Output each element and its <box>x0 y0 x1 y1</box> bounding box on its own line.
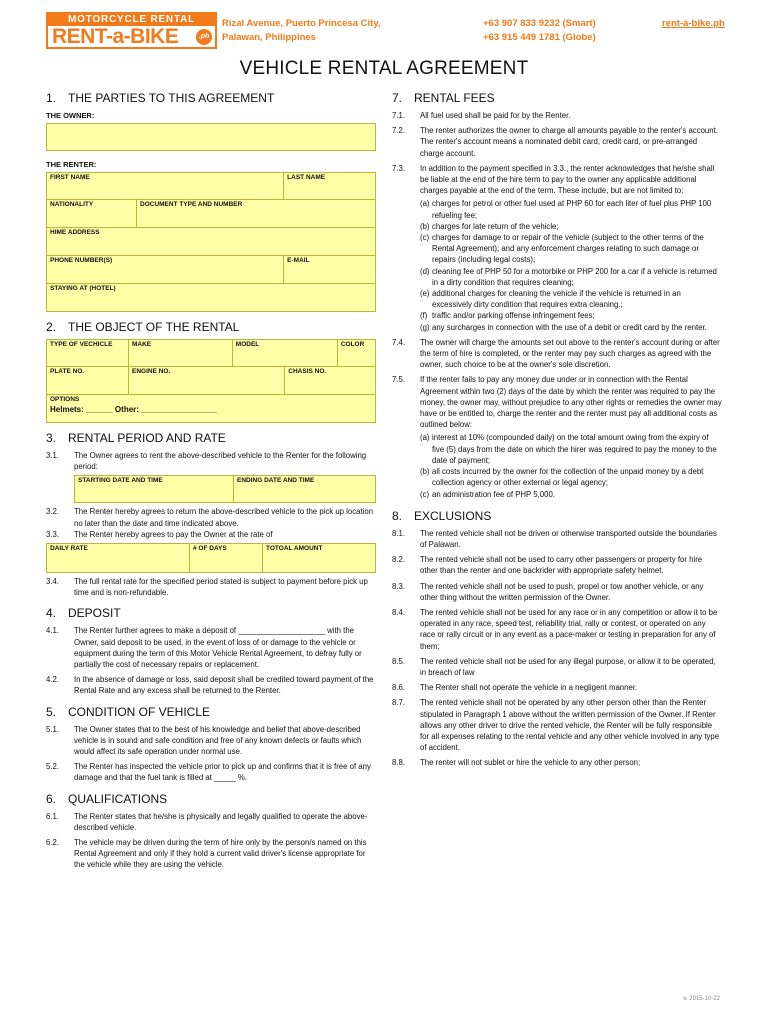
clause-7-5-subitems <box>392 432 722 499</box>
clause-8-2: 8.2. The rented vehicle shall not be used to carry other passengers or property for hire other than the renter and one backrider with appropriate safety helmet. <box>392 555 703 576</box>
left-column <box>46 90 376 871</box>
clause-3-4: 3.4. The full rental rate for the specified period stated is subject to payment before pick up time and is non-refundable. <box>46 577 368 598</box>
clause-7-1: 7.1. All fuel used shall be paid for by the Renter. <box>392 111 571 120</box>
model-field[interactable]: MODEL <box>232 340 337 367</box>
renter-details-grid <box>46 172 376 312</box>
list-item: (g) any surcharges in connection with the use of a debit or credit card by the renter. <box>420 322 707 332</box>
version-footer: v. 2015-10-22 <box>683 996 720 1002</box>
clause-8-1: 8.1. The rented vehicle shall not be driven or otherwise transported outside the boundaries of Palawan. <box>392 528 717 549</box>
section-heading-exclusions: 8. EXCLUSIONS <box>392 508 492 523</box>
clause-5-2: 5.2. The Renter has inspected the vehicle prior to pick up and confirms that it is free of any damage and that the fuel tank is filled at _____ %. <box>46 762 371 783</box>
section-heading-condition: 5. CONDITION OF VEHICLE <box>46 704 211 719</box>
email-field[interactable]: E-MAIL <box>284 256 376 284</box>
engine-number-field[interactable]: ENGINE NO. <box>129 367 285 395</box>
clause-3-3: 3.3. The Renter hereby agrees to pay the Owner at the rate of <box>46 529 273 539</box>
options-field[interactable]: OPTIONS Helmets: ______ Other: _________________ <box>47 395 376 423</box>
list-item: (a) interest at 10% (compounded daily) on the total amount owing from the expiry of five (5) days from the date on which the hirer was required to pay the money to the date of payment; <box>420 433 717 465</box>
staying-at-field[interactable]: STAYING AT (HOTEL) <box>47 284 376 312</box>
list-item: (b) all costs incurred by the owner for the collection of the unpaid money by a debt collection agency or other external or legal agency; <box>420 467 704 488</box>
owner-label: THE OWNER: <box>46 111 95 120</box>
rent-a-bike-logo <box>46 12 217 49</box>
clause-7-2: 7.2. The renter authorizes the owner to charge all amounts payable to the renter's account. The renter's account means a nominated debit card, credit card, or pre-arranged charge account. <box>392 126 718 158</box>
clause-8-5: 8.5. The rented vehicle shall not be used for any illegal purpose, or allow it to be operated, in breach of law <box>392 656 716 677</box>
clause-6-1: 6.1. The Renter states that he/she is physically and legally qualified to operate the above-described vehicle. <box>46 811 368 832</box>
logo-ph-badge: .ph <box>196 29 212 45</box>
nationality-field[interactable]: NATIONALITY <box>47 200 137 228</box>
clause-7-4: 7.4. The owner will charge the amounts set out above to the renter's account during or after the term of hire is completed, or the renter may pay such charges as agreed with the owner, such choice to be at the owner's sole discretion. <box>392 337 720 370</box>
clause-8-8: 8.8. The renter will not sublet or hire the vehicle to any other person; <box>392 758 641 768</box>
color-field[interactable]: COLOR <box>337 340 375 367</box>
total-amount-field[interactable]: TOTOAL AMOUNT <box>263 544 376 573</box>
clause-4-1: 4.1. The Renter further agrees to make a deposit of ____________________ with the Owner, said deposit to be used, in the event of loss of or damage to the vehicle or equipment during the term of this Motor Vehicle Rental Agreement, to defray fully or partially the cost of necessary repairs or replacement. <box>46 626 362 670</box>
section-heading-parties: 1. THE PARTIES TO THIS AGREEMENT <box>46 91 275 105</box>
clause-8-7: 8.7. The rented vehicle shall not be operated by any other person other than the Renter stipulated in Paragraph 1 above without the written permission of the Owner. If Renter allows any other driver to drive the rented vehicle, the Renter will be fully responsible for all expenses relating to the rental vehicle and any other vehicle involved in any type of accident. <box>392 698 720 753</box>
home-address-field[interactable]: HIME ADDRESS <box>47 228 376 256</box>
clause-7-5: 7.5. If the renter fails to pay any money due under or in connection with the Rental Agreement within two (2) days of the date by which the renter was required to pay the money, the owner may, without prejudice to any other rights or remedies the owner may have or be entitled to, charge the renter and the renter must pay all additional costs as outlined below: <box>392 375 722 430</box>
clause-3-1: 3.1. The Owner agrees to rent the above-described vehicle to the Renter for the following period: <box>46 451 367 472</box>
section-heading-object: 2. THE OBJECT OF THE RENTAL <box>46 320 240 334</box>
clause-3-2: 3.2. The Renter hereby agrees to return the above-described vehicle to the pick up location no later than the date and time indicated above. <box>46 507 374 528</box>
first-name-field[interactable]: FIRST NAME <box>47 173 284 200</box>
list-item: (e) additional charges for cleaning the vehicle if the vehicle is returned in an excessively dirty condition that requires extra cleaning.; <box>420 289 681 310</box>
logo-top-text: MOTORCYCLE RENTAL <box>48 14 215 26</box>
rental-period-grid <box>74 475 376 503</box>
clause-8-4: 8.4. The rented vehicle shall not be used for any race or in any competition or allow it to be operated in any race, speed test, reliability trial, rally or contest, or operated on any race or rally circuit or in any event as a pace-maker or testing in preparation for any of them; <box>392 607 718 651</box>
chasis-number-field[interactable]: CHASIS NO. <box>285 367 376 395</box>
renter-label: THE RENTER: <box>46 160 97 169</box>
header-address: Rizal Avenue, Puerto Princesa City, Palawan, Philippines <box>222 18 381 43</box>
section-heading-qualifications: 6. QUALIFICATIONS <box>46 791 168 806</box>
list-item: (a) charges for petrol or other fuel used at PHP 60 for each liter of fuel plus PHP 100 refueling fee; <box>420 199 712 220</box>
document-title: VEHICLE RENTAL AGREEMENT <box>239 58 529 79</box>
header-phones: +63 907 833 9232 (Smart) +63 915 449 1781 (Globe) <box>483 18 596 43</box>
clause-8-3: 8.3. The rented vehicle shall not be used to push, propel or tow another vehicle, or any other thing without the written permission of the Owner. <box>392 581 704 602</box>
list-item: (d) cleaning fee of PHP 50 for a motorbike or PHP 200 for a car if a vehicle is returned in a dirty condition that requires cleaning; <box>420 266 717 287</box>
list-item: (b) charges for late return of the vehicle; <box>420 221 559 231</box>
clause-8-6: 8.6. The Renter shall not operate the vehicle in a negligent manner. <box>392 683 638 693</box>
document-type-field[interactable]: DOCUMENT TYPE AND NUMBER <box>137 200 376 228</box>
plate-number-field[interactable]: PLATE NO. <box>47 367 129 395</box>
clause-7-3-subitems <box>392 198 722 332</box>
logo-main-text: RENT-a-BIKE <box>52 25 179 48</box>
daily-rate-field[interactable]: DAILY RATE <box>47 544 190 573</box>
ending-date-field[interactable]: ENDING DATE AND TIME <box>234 476 376 503</box>
section-heading-period: 3. RENTAL PERIOD AND RATE <box>46 431 226 445</box>
header-website-link[interactable]: rent-a-bike.ph <box>662 18 725 29</box>
list-item: (c) charges for damage to or repair of the vehicle (subject to the other terms of the Rental Agreement); and any enforcement charges relating to such damage or repairs (including legal costs); <box>420 233 704 265</box>
section-heading-fees: 7. RENTAL FEES <box>392 91 495 105</box>
right-column <box>392 90 722 769</box>
rate-grid <box>46 543 376 573</box>
phone-field[interactable]: PHONE NUMBER(S) <box>47 256 284 284</box>
clause-6-2: 6.2. The vehicle may be driven during the term of hire only by the person/s named on this Rental Agreement and only if they hold a current valid driver's license appropriate for the vehicle while they are using the vehicle. <box>46 838 367 870</box>
owner-field[interactable] <box>46 123 376 151</box>
starting-date-field[interactable]: STARTING DATE AND TIME <box>75 476 234 503</box>
make-field[interactable]: MAKE <box>129 340 233 367</box>
vehicle-details-grid <box>46 339 376 423</box>
list-item: (c) an administration fee of PHP 5,000. <box>420 489 555 499</box>
options-helmets-line: Helmets: ______ Other: _________________ <box>50 405 217 414</box>
number-of-days-field[interactable]: # OF DAYS <box>190 544 263 573</box>
clause-7-3: 7.3. In addition to the payment specified in 3.3., the renter acknowledges that he/she shall be liable at the end of the hire term to pay to the owner any applicable additional charges payable at the end of the term. These include, but are not limited to: <box>392 163 715 196</box>
clause-5-1: 5.1. The Owner states that to the best of his knowledge and belief that above-described vehicle is in sound and safe condition and free of any known defects or faults which would affect its safe operation under normal use. <box>46 724 362 757</box>
section-heading-deposit: 4. DEPOSIT <box>46 606 121 621</box>
clause-4-2: 4.2. In the absence of damage or loss, said deposit shall be credited toward payment of the Rental Rate and any excess shall be returned to the Renter. <box>46 675 374 696</box>
page-header <box>0 0 768 52</box>
last-name-field[interactable]: LAST NAME <box>284 173 376 200</box>
list-item: (f) traffic and/or parking offense infringement fees; <box>420 311 595 321</box>
vehicle-type-field[interactable]: TYPE OF VECHICLE <box>47 340 129 367</box>
